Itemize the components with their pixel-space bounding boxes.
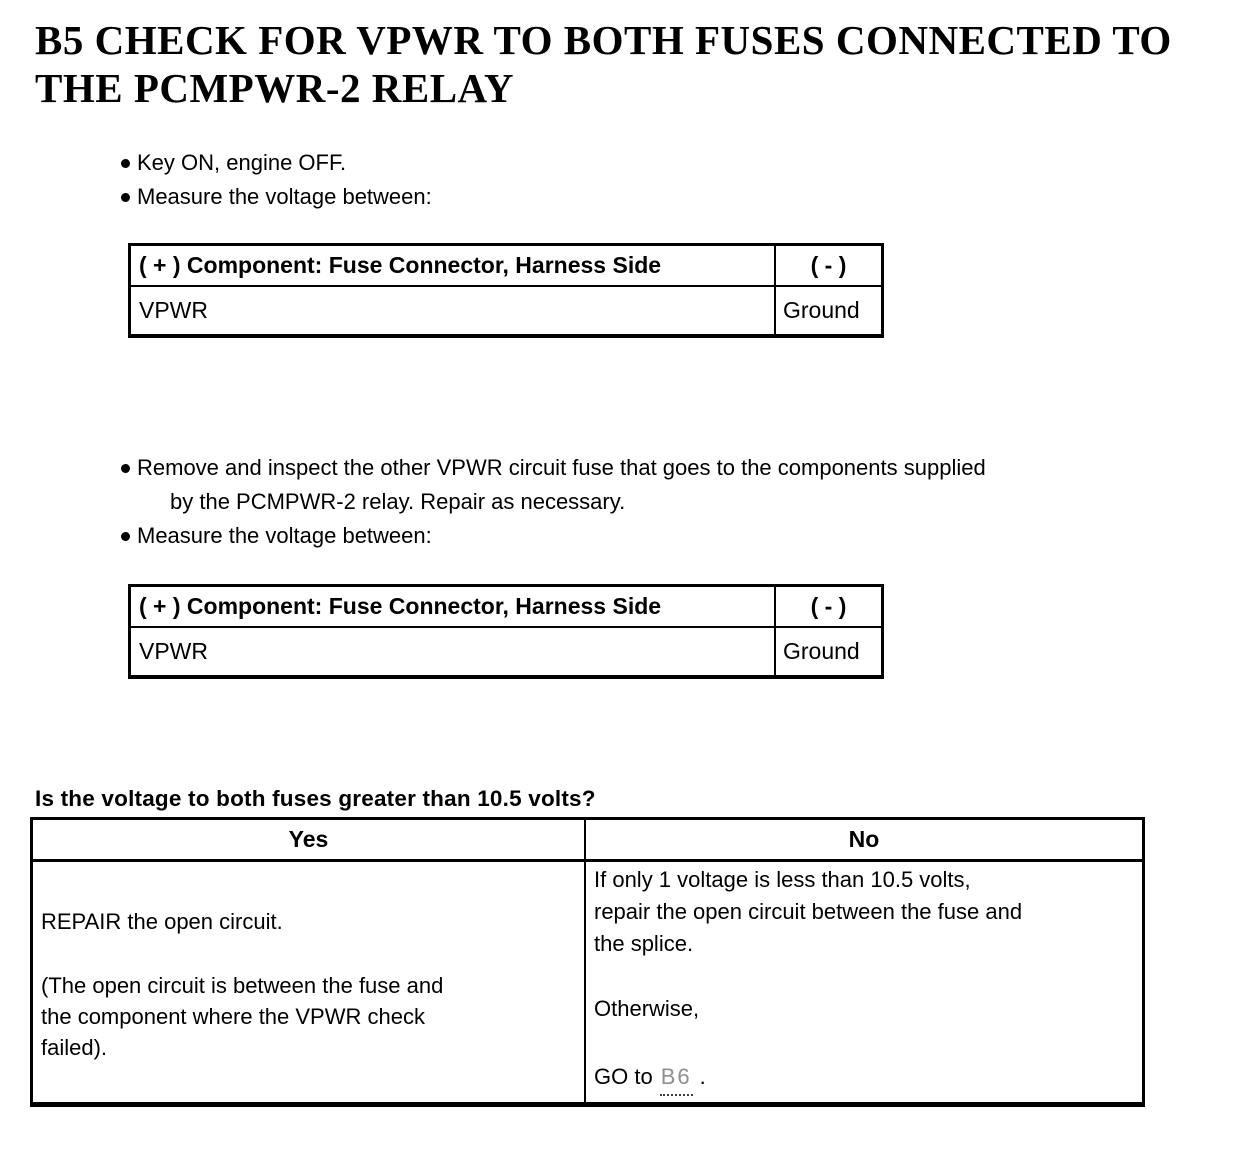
decision-table xyxy=(30,817,1145,1107)
table-header-row xyxy=(131,246,881,287)
no-otherwise-text: Otherwise, xyxy=(594,996,700,1021)
no-condition-text: If only 1 voltage is less than 10.5 volts, repair the open circuit between the fuse and the splice. xyxy=(594,867,1023,956)
header-positive-cell: ( + ) Component: Fuse Connector, Harness Side xyxy=(131,587,776,626)
step1-bullet-measure: Measure the voltage between: xyxy=(137,184,432,209)
list-item xyxy=(120,519,1248,553)
measure-table-1 xyxy=(128,243,884,338)
no-goto-text xyxy=(594,1061,1132,1096)
header-positive-cell: ( + ) Component: Fuse Connector, Harness Side xyxy=(131,246,776,285)
value-positive-cell: VPWR xyxy=(131,628,776,675)
value-positive-cell: VPWR xyxy=(131,287,776,334)
yes-result-text: REPAIR the open circuit. xyxy=(41,909,283,934)
goto-prefix: GO to xyxy=(594,1064,653,1089)
value-negative-cell: Ground xyxy=(783,297,860,323)
measure-table-2 xyxy=(128,584,884,679)
table-header-row xyxy=(131,587,881,628)
yes-cell xyxy=(33,862,586,1102)
goto-b6-link[interactable]: B6 xyxy=(660,1061,693,1096)
value-negative-cell: Ground xyxy=(783,638,860,664)
step2-bullet-measure: Measure the voltage between: xyxy=(137,523,432,548)
bullet-icon xyxy=(121,159,130,168)
list-item xyxy=(120,180,1248,214)
decision-header-row xyxy=(33,820,1142,862)
table-row xyxy=(131,287,881,334)
decision-body-row xyxy=(33,862,1142,1102)
goto-suffix: . xyxy=(699,1064,706,1089)
no-header-cell: No xyxy=(848,826,880,852)
yes-header-cell: Yes xyxy=(33,820,586,859)
header-negative-cell: ( - ) xyxy=(810,252,847,278)
page-root xyxy=(0,16,1248,1107)
table-row xyxy=(131,628,881,675)
header-negative-cell: ( - ) xyxy=(810,593,847,619)
list-item xyxy=(120,146,1248,180)
step1-bullet-list xyxy=(120,146,1248,214)
yes-note-text: (The open circuit is between the fuse and the component where the VPWR check failed). xyxy=(41,973,444,1060)
bullet-icon xyxy=(121,532,130,541)
no-cell xyxy=(586,862,1142,1102)
step2-bullet-remove: Remove and inspect the other VPWR circuit fuse that goes to the components supplied by the PCMPWR-2 relay. Repair as necessary. xyxy=(137,455,986,514)
page-title: B5 CHECK FOR VPWR TO BOTH FUSES CONNECTED TO THE PCMPWR-2 RELAY xyxy=(35,17,1172,111)
question-text: Is the voltage to both fuses greater than 10.5 volts? xyxy=(35,786,596,811)
step1-bullet-key-on: Key ON, engine OFF. xyxy=(137,150,347,175)
step2-bullet-list xyxy=(120,451,1248,553)
list-item xyxy=(120,451,1248,519)
bullet-icon xyxy=(121,193,130,202)
bullet-icon xyxy=(121,464,130,473)
